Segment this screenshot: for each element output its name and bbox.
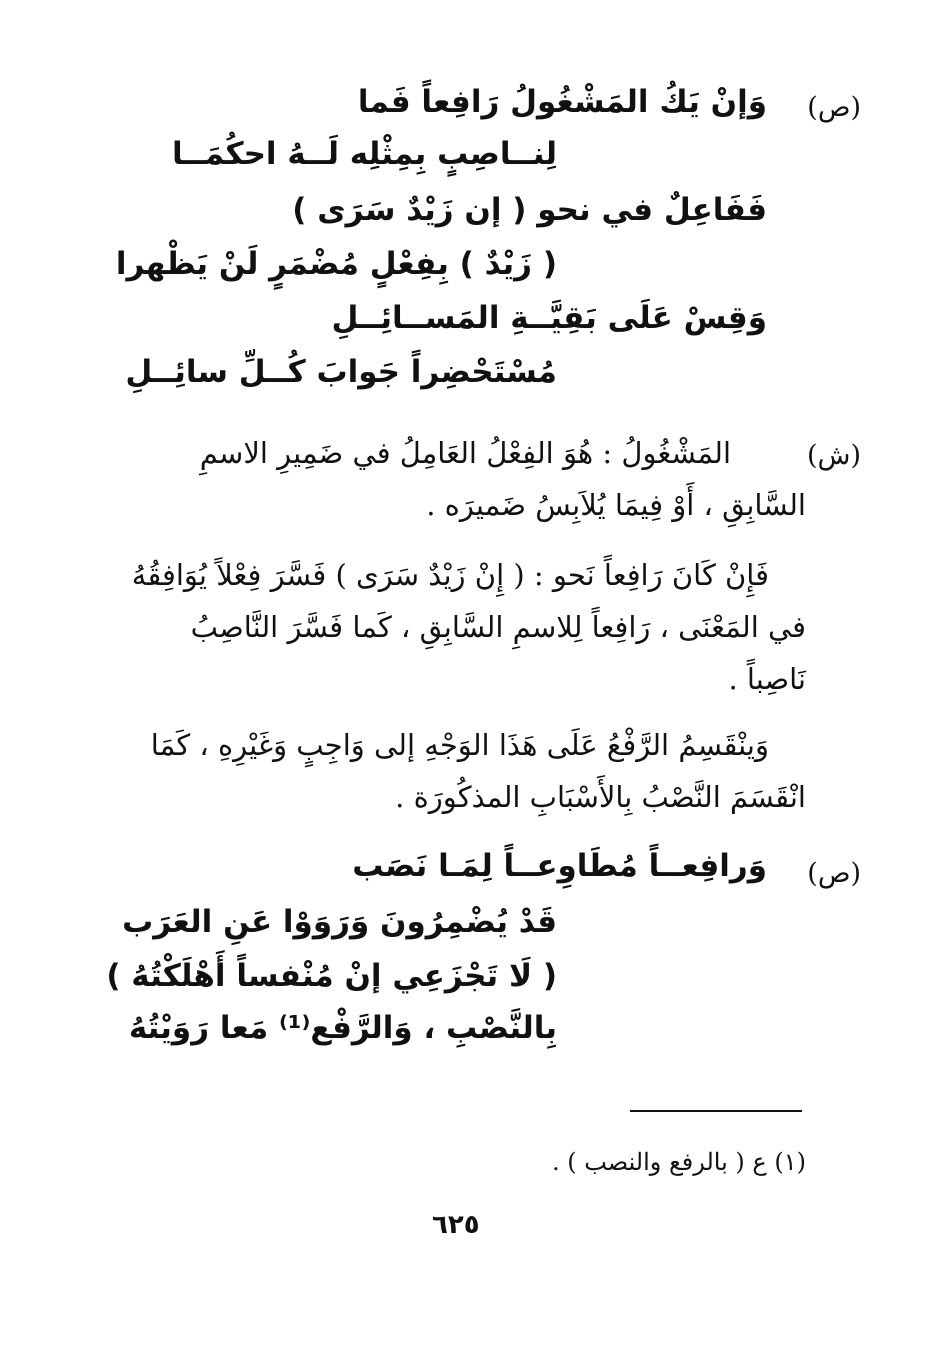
verse-line: وَرافِعــاً مُطَاوِعــاً لِمَـا نَصَب [352, 848, 767, 884]
commentary-line: في المَعْنَى ، رَافِعاً لِلاسمِ السَّابِقِ ، كَما فَسَّرَ النَّاصِبُ [190, 610, 806, 644]
verse-line: ( لَا تَجْزَعِي إنْ مُنْفساً أَهْلَكْتُهُ ) [106, 958, 557, 994]
verse-marker: (ص) [807, 858, 861, 889]
verse-line: بِالنَّصْبِ ، وَالرَّفْع⁽¹⁾ مَعا رَوَيْتُهُ [128, 1010, 557, 1046]
commentary-line: انْقَسَمَ النَّصْبُ بِالأَسْبَابِ المذكُورَة . [395, 780, 806, 814]
commentary-line: فَإِنْ كَانَ رَافِعاً نَحو : ( إِنْ زَيْدٌ سَرَى ) فَسَّرَ فِعْلاً يُوَافِقُهُ [131, 558, 769, 592]
verse-marker: (ص) [807, 92, 861, 123]
footnote: (١) ع ( بالرفع والنصب ) . [551, 1148, 806, 1176]
commentary-marker: (ش) [806, 440, 861, 471]
verse-line: لِنــاصِبٍ بِمِثْلِه لَــهُ احكُمَــا [171, 136, 557, 172]
verse-line: قَدْ يُضْمِرُونَ وَرَوَوْا عَنِ العَرَب [122, 904, 557, 940]
page-number: ٦٢٥ [432, 1210, 480, 1240]
verse-line: وَقِسْ عَلَى بَقِيَّــةِ المَســائِــلِ [331, 300, 767, 336]
commentary-line: المَشْغُولُ : هُوَ الفِعْلُ العَامِلُ في ضَمِيرِ الاسمِ [199, 436, 731, 470]
verse-line: ( زَيْدٌ ) بِفِعْلٍ مُضْمَرٍ لَنْ يَظْهرا [115, 246, 557, 282]
commentary-line: وَينْقَسِمُ الرَّفْعُ عَلَى هَذَا الوَجْهِ إلى وَاجِبٍ وَغَيْرِهِ ، كَمَا [150, 728, 769, 762]
commentary-line: نَاصِباً . [728, 662, 806, 696]
verse-line: مُسْتَحْضِراً جَوابَ كُــلِّ سائِــلِ [125, 354, 557, 390]
verse-line: فَفَاعِلٌ في نحو ( إن زَيْدٌ سَرَى ) [292, 192, 767, 228]
commentary-line: السَّابِقِ ، أَوْ فِيمَا يُلاَبِسُ ضَميرَه . [426, 488, 806, 522]
footnote-separator [630, 1110, 802, 1112]
verse-line: وَإنْ يَكُ المَشْغُولُ رَافِعاً فَما [357, 84, 767, 120]
